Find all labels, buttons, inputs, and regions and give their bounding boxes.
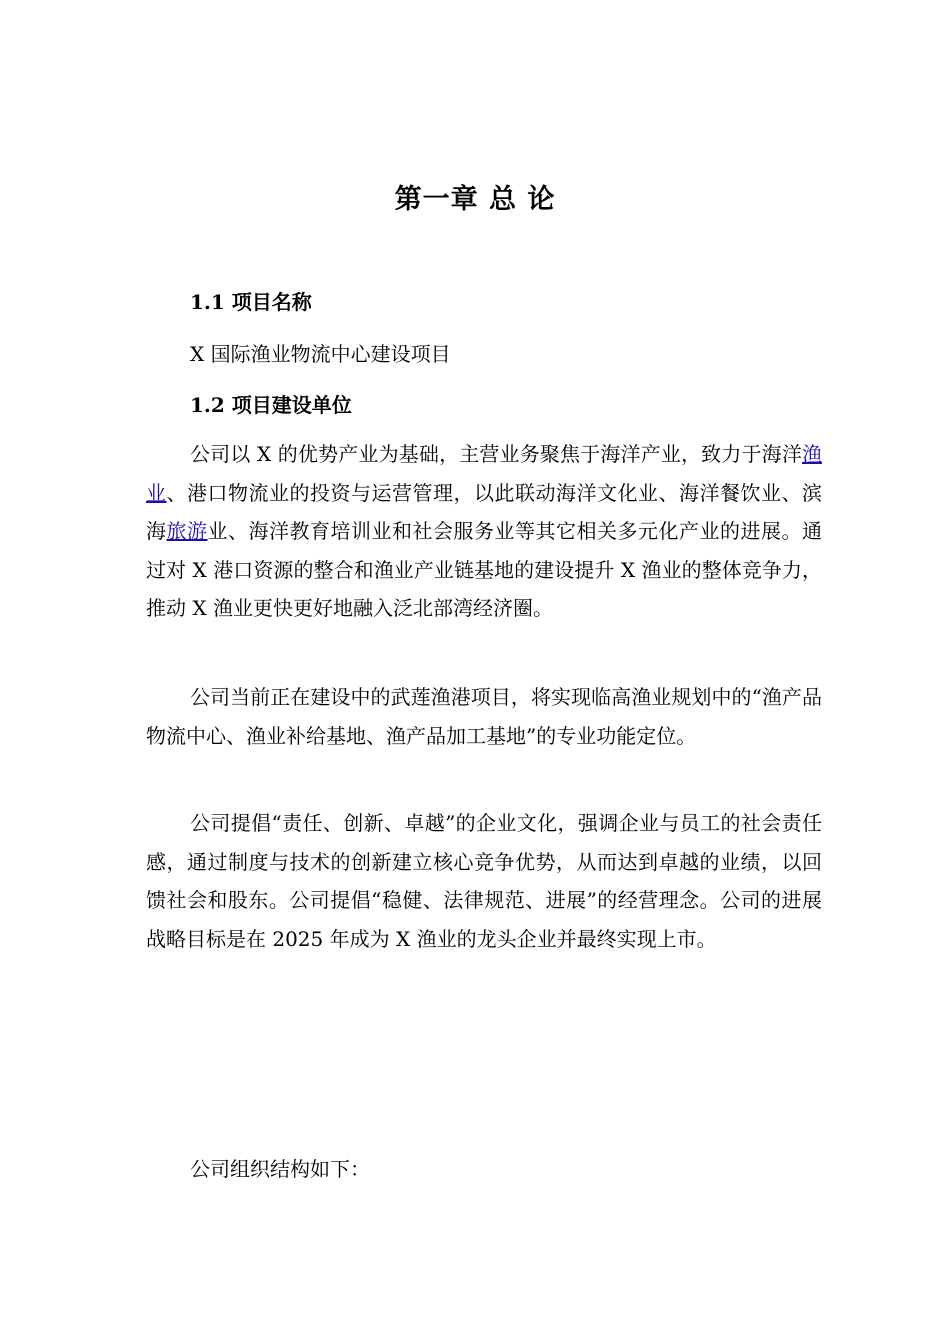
company-intro-text-b: 、港口物流业的投资与运营管理，以此联动海洋文化业、海洋餐饮业、滨海 — [146, 480, 822, 543]
corporate-culture-paragraph: 公司提倡“责任、创新、卓越”的企业文化，强调企业与员工的社会责任感，通过制度与技术的创新建立核心竞争优势，从而达到卓越的业绩，以回馈社会和股东。公司提倡“稳健、法律规范、进展”的经营理念。公司的进展战略目标是在 2025 年成为 X 渔业的龙头企业并最终实现上市。 — [146, 811, 822, 951]
chapter-title: 第一章 总 论 — [394, 184, 556, 215]
tourism-link[interactable]: 旅游 — [166, 519, 208, 543]
section-heading-construction-unit: 1.2 项目建设单位 — [190, 393, 352, 417]
company-intro-text-c: 业、海洋教育培训业和社会服务业等其它相关多元化产业的进展。通过对 X 港口资源的整合和渔业产业链基地的建设提升 X 渔业的整体竞争力，推动 X 渔业更快更好地融入泛北部湾经济圈。 — [146, 519, 822, 620]
org-structure-intro: 公司组织结构如下： — [190, 1157, 370, 1181]
section-heading-project-name: 1.1 项目名称 — [190, 290, 312, 314]
fishery-link[interactable]: 渔业 — [146, 442, 822, 505]
fishing-port-paragraph: 公司当前正在建设中的武莲渔港项目，将实现临高渔业规划中的“渔产品物流中心、渔业补给基地、渔产品加工基地”的专业功能定位。 — [146, 685, 822, 748]
company-intro-paragraph — [146, 435, 822, 628]
company-intro-text-a: 公司以 X 的优势产业为基础，主营业务聚焦于海洋产业，致力于海洋 — [190, 442, 802, 466]
project-name-text: X 国际渔业物流中心建设项目 — [190, 342, 451, 366]
